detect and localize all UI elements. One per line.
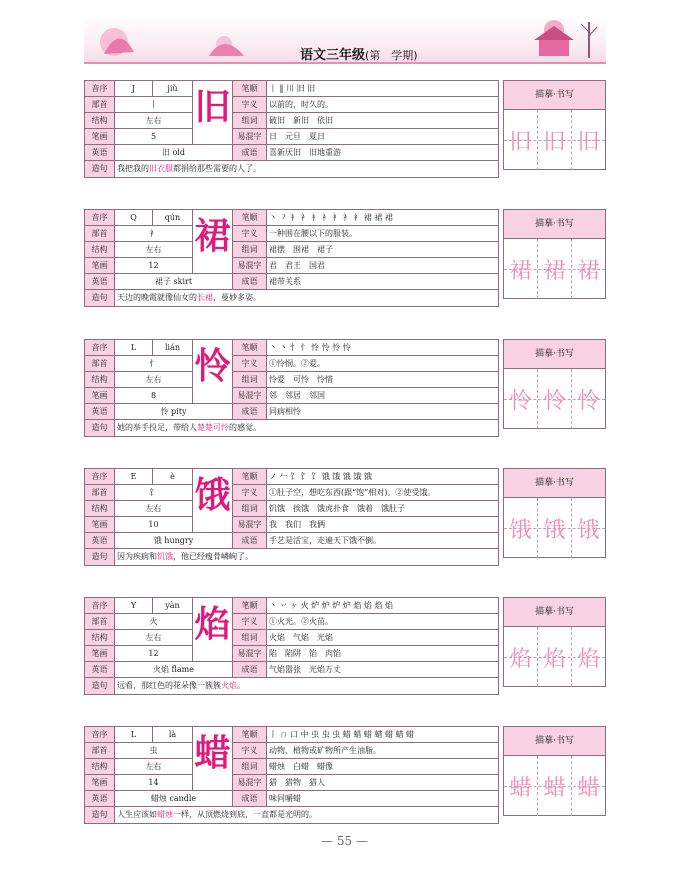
sentence-label: 造句 bbox=[85, 290, 115, 307]
structure: 左右 bbox=[115, 113, 193, 129]
stroke-order: 丨 ‖ 川 旧 旧 bbox=[267, 81, 499, 97]
order-letter: L bbox=[115, 340, 153, 356]
english-label: 英语 bbox=[85, 533, 115, 549]
stroke-order: 丶 丶 忄 忄 怜 怜 怜 怜 bbox=[267, 340, 499, 356]
radical-label: 部首 bbox=[85, 485, 115, 501]
words-label: 组词 bbox=[233, 242, 267, 258]
pinyin: jiù bbox=[153, 81, 193, 97]
words: 怜爱 可怜 怜惜 bbox=[267, 372, 499, 388]
confusable-label: 易混字 bbox=[233, 517, 267, 533]
big-character: 旧 bbox=[193, 81, 233, 145]
radical: 丨 bbox=[115, 97, 193, 113]
sentence-label: 造句 bbox=[85, 420, 115, 437]
sentence-highlight: 楚楚可怜 bbox=[197, 423, 229, 432]
page-number: — 55 — bbox=[321, 834, 368, 848]
confusable-label: 易混字 bbox=[233, 646, 267, 662]
order-label: 音序 bbox=[85, 727, 115, 743]
radical-label: 部首 bbox=[85, 226, 115, 242]
english: 怜 pity bbox=[115, 404, 233, 420]
idiom: 味同嚼蜡 bbox=[267, 791, 499, 807]
radical-label: 部首 bbox=[85, 97, 115, 113]
sentence: 远看，那红色的花朵像一簇簇火焰。 bbox=[115, 678, 499, 695]
pinyin: là bbox=[153, 727, 193, 743]
trace-cell: 旧 bbox=[577, 129, 600, 155]
meaning-label: 字义 bbox=[233, 485, 267, 501]
stroke-order-label: 笔顺 bbox=[233, 210, 267, 226]
meaning-label: 字义 bbox=[233, 97, 267, 113]
big-character: 饿 bbox=[193, 469, 233, 533]
meaning: 以前的，时久的。 bbox=[267, 97, 499, 113]
structure: 左右 bbox=[115, 242, 193, 258]
idiom: 同病相怜 bbox=[267, 404, 499, 420]
sentence-highlight: 火焰 bbox=[221, 681, 237, 690]
trace-cell: 饿 bbox=[538, 498, 572, 558]
trace-cell: 焰 bbox=[538, 627, 572, 687]
pinyin: qún bbox=[153, 210, 193, 226]
stroke-order: 丶 丷 ヶ 火 炉 炉 炉 炉 焰 焰 焰 焰 bbox=[267, 598, 499, 614]
trace-cell: 焰 bbox=[504, 627, 538, 687]
idiom-label: 成语 bbox=[233, 145, 267, 161]
copy-practice-box bbox=[503, 209, 606, 299]
stroke-order-label: 笔顺 bbox=[233, 81, 267, 97]
meaning-label: 字义 bbox=[233, 614, 267, 630]
order-letter: Y bbox=[115, 598, 153, 614]
sentence: 因为疾病和饥饿，他已经瘦骨嶙峋了。 bbox=[115, 549, 499, 566]
big-character: 焰 bbox=[193, 598, 233, 662]
character-card bbox=[84, 468, 606, 573]
meaning: 动物、植物或矿物所产生油脂。 bbox=[267, 743, 499, 759]
order-label: 音序 bbox=[85, 469, 115, 485]
character-info-table bbox=[84, 597, 499, 695]
structure: 左右 bbox=[115, 630, 193, 646]
stroke-order: 丨 ㄇ 口 中 虫 虫 虫 蜡 蜡 蜡 蜡 蜡 蜡 蜡 bbox=[267, 727, 499, 743]
stroke-order-label: 笔顺 bbox=[233, 598, 267, 614]
english: 火焰 flame bbox=[115, 662, 233, 678]
words: 火焰 气焰 光焰 bbox=[267, 630, 499, 646]
pinyin: è bbox=[153, 469, 193, 485]
radical: 火 bbox=[115, 614, 193, 630]
confusable-chars: 猎 猎物 猎人 bbox=[267, 775, 499, 791]
strokes-label: 笔画 bbox=[85, 517, 115, 533]
trace-cell: 怜 bbox=[538, 369, 572, 429]
sentence: 天边的晚霞就像仙女的长裙，曼妙多姿。 bbox=[115, 290, 499, 307]
english-label: 英语 bbox=[85, 791, 115, 807]
order-letter: E bbox=[115, 469, 153, 485]
confusable-chars: 日 元旦 夏日 bbox=[267, 129, 499, 145]
confusable-label: 易混字 bbox=[233, 129, 267, 145]
idiom-label: 成语 bbox=[233, 791, 267, 807]
meaning: ①怜悯。②爱。 bbox=[267, 356, 499, 372]
structure-label: 结构 bbox=[85, 501, 115, 517]
idiom: 气焰嚣张 光焰万丈 bbox=[267, 662, 499, 678]
idiom: 裙带关系 bbox=[267, 274, 499, 290]
copy-title: 描摹·书写 bbox=[504, 210, 605, 239]
structure-label: 结构 bbox=[85, 242, 115, 258]
radical-label: 部首 bbox=[85, 743, 115, 759]
stroke-order: ノ 𠂉 饣 饣 饣 饿 饿 饿 饿 饿 bbox=[267, 469, 499, 485]
idiom-label: 成语 bbox=[233, 404, 267, 420]
english: 裙子 skirt bbox=[115, 274, 233, 290]
sentence-highlight: 长裙 bbox=[197, 293, 213, 302]
strokes-label: 笔画 bbox=[85, 646, 115, 662]
english: 蜡烛 candle bbox=[115, 791, 233, 807]
trace-cell: 裙 bbox=[577, 258, 600, 284]
trace-cell: 饿 bbox=[504, 498, 538, 558]
character-card bbox=[84, 339, 606, 444]
words-label: 组词 bbox=[233, 630, 267, 646]
stroke-order-label: 笔顺 bbox=[233, 469, 267, 485]
character-info-table bbox=[84, 80, 499, 178]
stroke-order-label: 笔顺 bbox=[233, 727, 267, 743]
sentence: 我把我的旧衣服都捐给那些需要的人了。 bbox=[115, 161, 499, 178]
trace-cell: 旧 bbox=[538, 110, 572, 170]
strokes-count: 12 bbox=[115, 258, 193, 274]
trace-cell: 蜡 bbox=[504, 756, 538, 816]
idiom: 手艺是活宝，走遍天下饿不倒。 bbox=[267, 533, 499, 549]
structure: 左右 bbox=[115, 372, 193, 388]
copy-title: 描摹·书写 bbox=[504, 340, 605, 369]
strokes-label: 笔画 bbox=[85, 258, 115, 274]
trace-cell: 怜 bbox=[504, 369, 538, 429]
strokes-count: 10 bbox=[115, 517, 193, 533]
sentence-label: 造句 bbox=[85, 678, 115, 695]
strokes-count: 5 bbox=[115, 129, 193, 145]
sentence: 她的举手投足，带给人楚楚可怜的感觉。 bbox=[115, 420, 499, 437]
structure: 左右 bbox=[115, 759, 193, 775]
page-title: 语文三年级(第 学期) bbox=[300, 48, 418, 63]
meaning: ①肚子空，想吃东西(跟“饱”相对)。②使受饿。 bbox=[267, 485, 499, 501]
confusable-chars: 邻 邻居 邻国 bbox=[267, 388, 499, 404]
order-label: 音序 bbox=[85, 598, 115, 614]
order-label: 音序 bbox=[85, 340, 115, 356]
english-label: 英语 bbox=[85, 145, 115, 161]
sentence: 人生应该如蜡烛一样，从顶燃烧到底，一直都是光明的。 bbox=[115, 807, 499, 824]
radical-label: 部首 bbox=[85, 356, 115, 372]
order-letter: Q bbox=[115, 210, 153, 226]
copy-practice-box bbox=[503, 339, 606, 429]
structure: 左右 bbox=[115, 501, 193, 517]
big-character: 蜡 bbox=[193, 727, 233, 791]
copy-practice-box bbox=[503, 726, 606, 816]
words-label: 组词 bbox=[233, 113, 267, 129]
character-info-table bbox=[84, 339, 499, 437]
meaning: 一种围在腰以下的服装。 bbox=[267, 226, 499, 242]
copy-title: 描摹·书写 bbox=[504, 598, 605, 627]
order-label: 音序 bbox=[85, 81, 115, 97]
character-info-table bbox=[84, 726, 499, 824]
confusable-chars: 君 君王 国君 bbox=[267, 258, 499, 274]
character-info-table bbox=[84, 468, 499, 566]
confusable-label: 易混字 bbox=[233, 258, 267, 274]
words-label: 组词 bbox=[233, 759, 267, 775]
copy-practice-box bbox=[503, 80, 606, 170]
big-character: 怜 bbox=[193, 340, 233, 404]
big-character: 裙 bbox=[193, 210, 233, 274]
character-card bbox=[84, 726, 606, 831]
strokes-count: 12 bbox=[115, 646, 193, 662]
words: 蜡烛 白蜡 蜡像 bbox=[267, 759, 499, 775]
character-info-table bbox=[84, 209, 499, 307]
radical: 忄 bbox=[115, 356, 193, 372]
words: 饥饿 挨饿 饿虎扑食 饿着 饿肚子 bbox=[267, 501, 499, 517]
stroke-order: 丶 ㇇ 衤 衤 衤 衤 衤 衤 衤 裙 裙 裙 bbox=[267, 210, 499, 226]
confusable-chars: 陷 陷阱 馅 肉馅 bbox=[267, 646, 499, 662]
copy-title: 描摹·书写 bbox=[504, 469, 605, 498]
copy-practice-box bbox=[503, 597, 606, 687]
radical-label: 部首 bbox=[85, 614, 115, 630]
meaning-label: 字义 bbox=[233, 226, 267, 242]
radical: 衤 bbox=[115, 226, 193, 242]
trace-cell: 裙 bbox=[504, 239, 538, 299]
strokes-count: 8 bbox=[115, 388, 193, 404]
confusable-label: 易混字 bbox=[233, 388, 267, 404]
words: 破旧 新旧 依旧 bbox=[267, 113, 499, 129]
words: 裙摆 围裙 裙子 bbox=[267, 242, 499, 258]
pinyin: yàn bbox=[153, 598, 193, 614]
sentence-label: 造句 bbox=[85, 161, 115, 178]
strokes-label: 笔画 bbox=[85, 775, 115, 791]
order-label: 音序 bbox=[85, 210, 115, 226]
strokes-count: 14 bbox=[115, 775, 193, 791]
idiom-label: 成语 bbox=[233, 274, 267, 290]
trace-cell: 旧 bbox=[504, 110, 538, 170]
english-label: 英语 bbox=[85, 404, 115, 420]
trace-cell: 怜 bbox=[577, 388, 600, 414]
strokes-label: 笔画 bbox=[85, 129, 115, 145]
confusable-label: 易混字 bbox=[233, 775, 267, 791]
trace-cell: 焰 bbox=[577, 646, 600, 672]
words-label: 组词 bbox=[233, 372, 267, 388]
sentence-label: 造句 bbox=[85, 549, 115, 566]
english-label: 英语 bbox=[85, 662, 115, 678]
trace-cell: 饿 bbox=[577, 517, 600, 543]
meaning-label: 字义 bbox=[233, 356, 267, 372]
structure-label: 结构 bbox=[85, 113, 115, 129]
pinyin: lián bbox=[153, 340, 193, 356]
sentence-label: 造句 bbox=[85, 807, 115, 824]
radical: 饣 bbox=[115, 485, 193, 501]
order-letter: J bbox=[115, 81, 153, 97]
sentence-highlight: 旧衣服 bbox=[149, 164, 173, 173]
character-card bbox=[84, 597, 606, 702]
strokes-label: 笔画 bbox=[85, 388, 115, 404]
idiom-label: 成语 bbox=[233, 662, 267, 678]
stroke-order-label: 笔顺 bbox=[233, 340, 267, 356]
structure-label: 结构 bbox=[85, 759, 115, 775]
trace-cell: 裙 bbox=[538, 239, 572, 299]
copy-practice-box bbox=[503, 468, 606, 558]
structure-label: 结构 bbox=[85, 372, 115, 388]
idiom-label: 成语 bbox=[233, 533, 267, 549]
meaning-label: 字义 bbox=[233, 743, 267, 759]
structure-label: 结构 bbox=[85, 630, 115, 646]
idiom: 喜新厌旧 旧地重游 bbox=[267, 145, 499, 161]
english: 饿 hungry bbox=[115, 533, 233, 549]
trace-cell: 蜡 bbox=[538, 756, 572, 816]
character-card bbox=[84, 80, 606, 185]
english-label: 英语 bbox=[85, 274, 115, 290]
words-label: 组词 bbox=[233, 501, 267, 517]
sentence-highlight: 饥饿 bbox=[157, 552, 173, 561]
trace-cell: 蜡 bbox=[577, 775, 600, 801]
character-card bbox=[84, 209, 606, 314]
meaning: ①火光。②火苗。 bbox=[267, 614, 499, 630]
order-letter: L bbox=[115, 727, 153, 743]
copy-title: 描摹·书写 bbox=[504, 727, 605, 756]
sentence-highlight: 蜡烛 bbox=[157, 810, 173, 819]
english: 旧 old bbox=[115, 145, 233, 161]
confusable-chars: 我 我们 我俩 bbox=[267, 517, 499, 533]
radical: 虫 bbox=[115, 743, 193, 759]
copy-title: 描摹·书写 bbox=[504, 81, 605, 110]
